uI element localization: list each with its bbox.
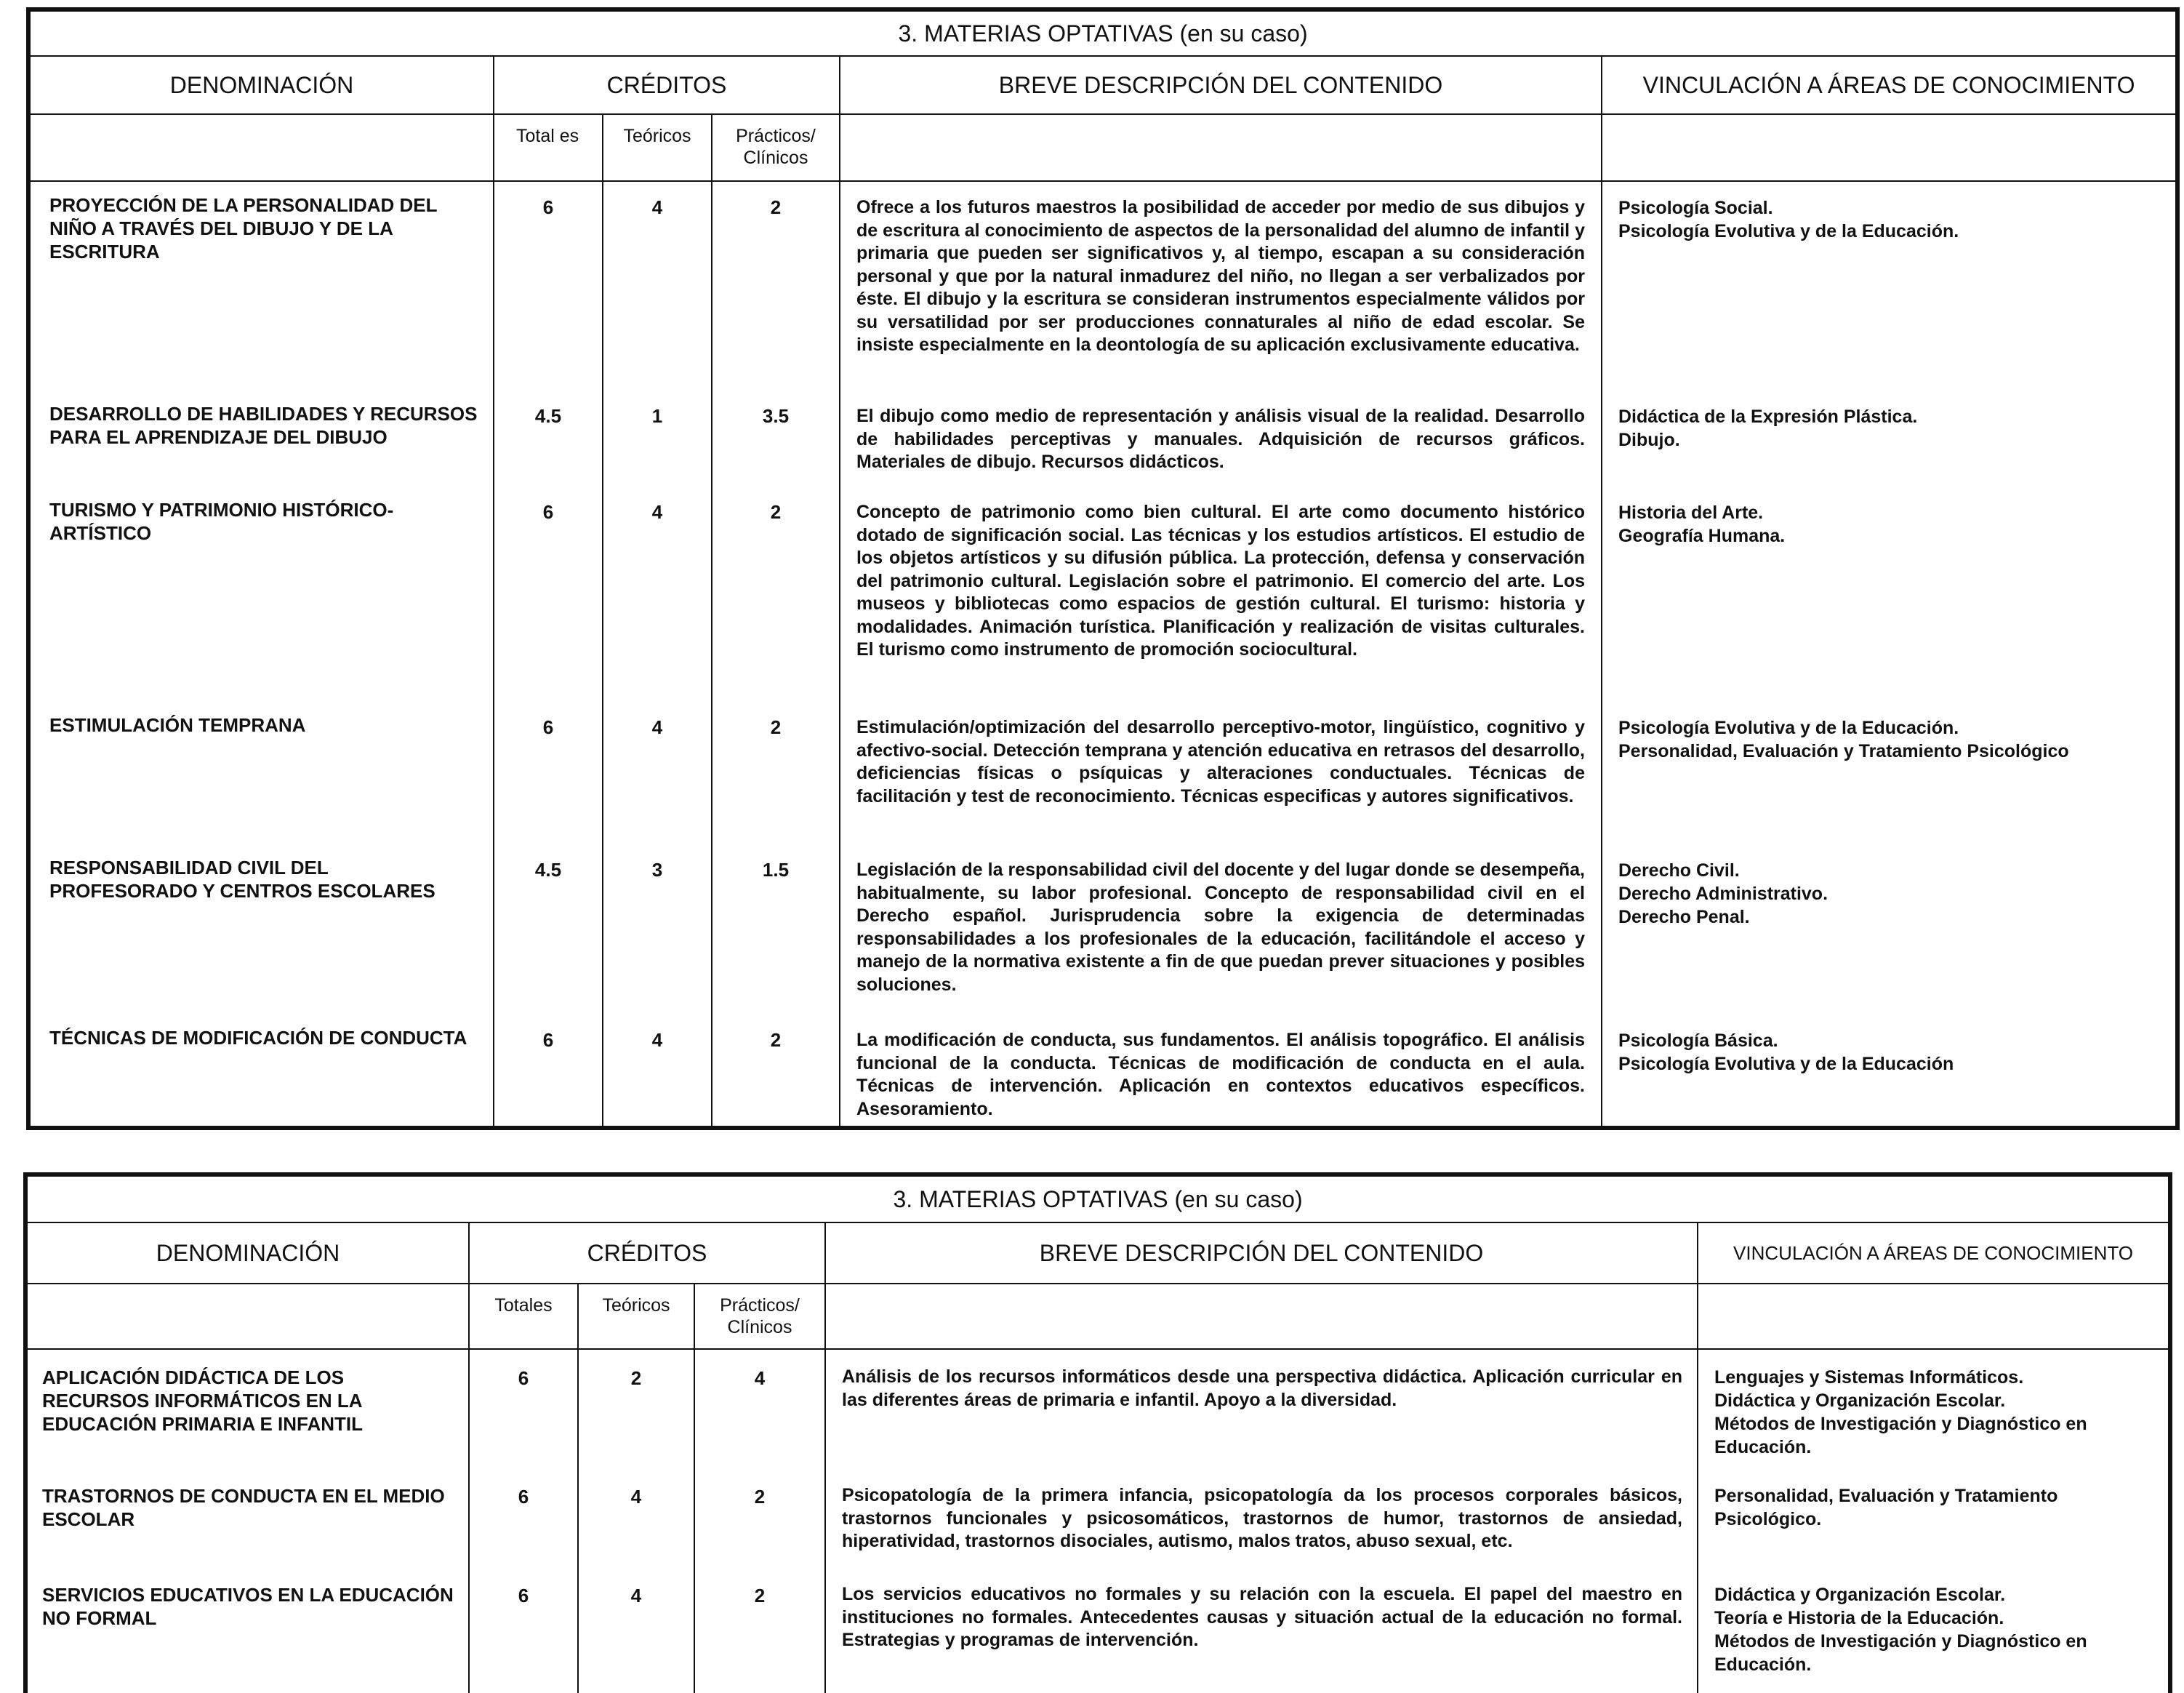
credits-theory: 4 (578, 1567, 694, 1693)
credits-practical: 2 (712, 702, 840, 844)
credits-practical: 2 (694, 1468, 825, 1567)
area-item: Psicología Evolutiva y de la Educación (1618, 1054, 1954, 1074)
subject-description: El dibujo como medio de representación y análisis visual de la realidad. Desarrollo de habilidades perceptivas y manuales. Adquisición de recursos gráficos. Materiales de dibujo. Recursos didácticos. (840, 391, 1602, 487)
table-row (30, 391, 2176, 487)
subheader-practicos: Prácticos/ Clínicos (694, 1284, 825, 1349)
subject-name: ESTIMULACIÓN TEMPRANA (30, 702, 494, 844)
table-title: 3. MATERIAS OPTATIVAS (en su caso) (30, 11, 2176, 56)
header-denominacion: DENOMINACIÓN (30, 56, 494, 114)
area-item: Historia del Arte. (1618, 503, 1764, 523)
area-item: Didáctica de la Expresión Plástica. (1618, 407, 1918, 427)
credits-total: 6 (469, 1468, 578, 1567)
area-item: Didáctica y Organización Escolar. (1714, 1390, 2006, 1411)
subheader-empty (825, 1284, 1698, 1349)
subject-name: TRASTORNOS DE CONDUCTA EN EL MEDIO ESCOLAR (27, 1468, 469, 1567)
subheader-practicos: Prácticos/ Clínicos (712, 114, 840, 181)
area-item: Personalidad, Evaluación y Tratamiento Psicológico (1618, 741, 2069, 761)
subheader-totales: Total es (494, 114, 603, 181)
area-item: Psicología Social. (1618, 198, 1773, 218)
header-creditos: CRÉDITOS (469, 1222, 825, 1284)
table-row (30, 487, 2176, 702)
credits-total: 6 (494, 702, 603, 844)
credits-theory: 1 (603, 391, 712, 487)
knowledge-areas (1698, 1567, 2169, 1693)
knowledge-areas (1602, 1014, 2176, 1126)
subject-description: La modificación de conducta, sus fundamentos. El análisis topográfico. El análisis funcional de la conducta. Técnicas de modificación de conducta en el aula. Técnicas de intervención. Aplicación en contextos educativos específicos. Asesoramiento. (840, 1014, 1602, 1126)
credits-theory: 2 (578, 1349, 694, 1468)
subheader-empty (27, 1284, 469, 1349)
table-row (30, 181, 2176, 391)
subject-description: Ofrece a los futuros maestros la posibilidad de acceder por medio de sus dibujos y de escritura al conocimiento de aspectos de la personalidad del alumno de infantil y primaria que pueden ser significativos y, al tiempo, escapan a su consideración personal y que por la natural inmadurez del niño, no llegan a ser verbalizados por éste. El dibujo y la escritura se consideran instrumentos especialmente válidos por su versatilidad por ser producciones connaturales al niño de edad escolar. Se insiste especialmente en la deontología de su aplicación exclusivamente educativa. (840, 181, 1602, 391)
subject-description: Legislación de la responsabilidad civil del docente y del lugar donde se desempeña, habitualmente, su labor profesional. Concepto de responsabilidad civil en el Derecho español. Jurisprudencia sobre la exigencia de determinadas responsabilidades a los profesionales de la educación, facilitándole el acceso y manejo de la normativa existente a fin de que puedan prever situaciones y posibles soluciones. (840, 844, 1602, 1014)
table-row (27, 1567, 2169, 1693)
credits-theory: 4 (603, 181, 712, 391)
area-item: Psicología Básica. (1618, 1030, 1778, 1051)
subheader-empty (30, 114, 494, 181)
subject-description: Análisis de los recursos informáticos desde una perspectiva didáctica. Aplicación curricular en las diferentes áreas de primaria e infantil. Apoyo a la diversidad. (825, 1349, 1698, 1468)
area-item: Métodos de Investigación y Diagnóstico en Educación. (1714, 1631, 2087, 1675)
header-vinculacion: VINCULACIÓN A ÁREAS DE CONOCIMIENTO (1698, 1222, 2169, 1284)
knowledge-areas (1698, 1468, 2169, 1567)
table-title: 3. MATERIAS OPTATIVAS (en su caso) (27, 1176, 2169, 1222)
knowledge-areas (1602, 487, 2176, 702)
credits-total: 6 (494, 487, 603, 702)
credits-total: 6 (494, 1014, 603, 1126)
credits-practical: 2 (712, 1014, 840, 1126)
table-row (27, 1349, 2169, 1468)
area-item: Derecho Civil. (1618, 860, 1740, 881)
knowledge-areas (1698, 1349, 2169, 1468)
subject-name: RESPONSABILIDAD CIVIL DEL PROFESORADO Y CENTROS ESCOLARES (30, 844, 494, 1014)
credits-total: 4.5 (494, 844, 603, 1014)
header-descripcion: BREVE DESCRIPCIÓN DEL CONTENIDO (825, 1222, 1698, 1284)
subject-description: Psicopatología de la primera infancia, psicopatología da los procesos corporales básicos, trastornos funcionales y psicosomáticos, trastornos de humor, trastornos de ansiedad, hiperatividad, trastornos disociales, autismo, malos tratos, abuso sexual, etc. (825, 1468, 1698, 1567)
credits-practical: 1.5 (712, 844, 840, 1014)
table-row (30, 844, 2176, 1014)
credits-total: 4.5 (494, 391, 603, 487)
credits-theory: 4 (578, 1468, 694, 1567)
credits-total: 6 (494, 181, 603, 391)
subheader-teoricos: Teóricos (578, 1284, 694, 1349)
subheader-teoricos: Teóricos (603, 114, 712, 181)
subject-description: Concepto de patrimonio como bien cultural. El arte como documento histórico dotado de significación social. Las técnicas y los estudios artísticos. El estudio de los objetos artísticos y su difusión pública. La protección, defensa y conservación del patrimonio cultural. Legislación sobre el patrimonio. El comercio del arte. Los museos y bibliotecas como espacios de gestión cultural. El turismo: historia y modalidades. Animación turística. Planificación y realización de visitas culturales. El turismo como instrumento de promoción sociocultural. (840, 487, 1602, 702)
optativas-table-1 (29, 10, 2177, 1127)
subheader-empty (840, 114, 1602, 181)
area-item: Personalidad, Evaluación y Tratamiento Psicológico. (1714, 1486, 2058, 1529)
subject-description: Los servicios educativos no formales y su relación con la escuela. El papel del maestro en instituciones no formales. Antecedentes causas y situación actual de la educación no formal. Estrategias y programas de intervención. (825, 1567, 1698, 1693)
credits-total: 6 (469, 1567, 578, 1693)
subheader-empty (1602, 114, 2176, 181)
credits-practical: 2 (712, 181, 840, 391)
area-item: Dibujo. (1618, 430, 1680, 450)
knowledge-areas (1602, 844, 2176, 1014)
credits-theory: 4 (603, 1014, 712, 1126)
area-item: Psicología Evolutiva y de la Educación. (1618, 221, 1959, 241)
subject-name: APLICACIÓN DIDÁCTICA DE LOS RECURSOS INFORMÁTICOS EN LA EDUCACIÓN PRIMARIA E INFANTIL (27, 1349, 469, 1468)
subject-name: SERVICIOS EDUCATIVOS EN LA EDUCACIÓN NO FORMAL (27, 1567, 469, 1693)
subject-name: PROYECCIÓN DE LA PERSONALIDAD DEL NIÑO A TRAVÉS DEL DIBUJO Y DE LA ESCRITURA (30, 181, 494, 391)
optativas-table-2 (26, 1175, 2169, 1693)
header-vinculacion: VINCULACIÓN A ÁREAS DE CONOCIMIENTO (1602, 56, 2176, 114)
credits-theory: 4 (603, 702, 712, 844)
credits-theory: 3 (603, 844, 712, 1014)
credits-practical: 2 (694, 1567, 825, 1693)
table-row (30, 1014, 2176, 1126)
table-row (27, 1468, 2169, 1567)
credits-practical: 2 (712, 487, 840, 702)
subheader-totales: Totales (469, 1284, 578, 1349)
knowledge-areas (1602, 391, 2176, 487)
subject-description: Estimulación/optimización del desarrollo perceptivo-motor, lingüístico, cognitivo y afectivo-social. Detección temprana y atención educativa en retrasos del desarrollo, deficiencias físicas o psíquicas y alteraciones conductuales. Técnicas de facilitación y test de reconocimiento. Técnicas especificas y autores significativos. (840, 702, 1602, 844)
credits-practical: 4 (694, 1349, 825, 1468)
header-denominacion: DENOMINACIÓN (27, 1222, 469, 1284)
area-item: Psicología Evolutiva y de la Educación. (1618, 718, 1959, 738)
area-item: Didáctica y Organización Escolar. (1714, 1585, 2006, 1605)
credits-total: 6 (469, 1349, 578, 1468)
header-descripcion: BREVE DESCRIPCIÓN DEL CONTENIDO (840, 56, 1602, 114)
area-item: Teoría e Historia de la Educación. (1714, 1608, 2004, 1628)
area-item: Lenguajes y Sistemas Informáticos. (1714, 1367, 2024, 1388)
area-item: Métodos de Investigación y Diagnóstico en Educación. (1714, 1414, 2087, 1457)
header-creditos: CRÉDITOS (494, 56, 840, 114)
knowledge-areas (1602, 702, 2176, 844)
credits-theory: 4 (603, 487, 712, 702)
subheader-empty (1698, 1284, 2169, 1349)
area-item: Derecho Penal. (1618, 907, 1750, 927)
area-item: Geografía Humana. (1618, 526, 1786, 546)
subject-name: TURISMO Y PATRIMONIO HISTÓRICO-ARTÍSTICO (30, 487, 494, 702)
subject-name: DESARROLLO DE HABILIDADES Y RECURSOS PARA EL APRENDIZAJE DEL DIBUJO (30, 391, 494, 487)
subject-name: TÉCNICAS DE MODIFICACIÓN DE CONDUCTA (30, 1014, 494, 1126)
knowledge-areas (1602, 181, 2176, 391)
table-row (30, 702, 2176, 844)
area-item: Derecho Administrativo. (1618, 884, 1828, 904)
credits-practical: 3.5 (712, 391, 840, 487)
